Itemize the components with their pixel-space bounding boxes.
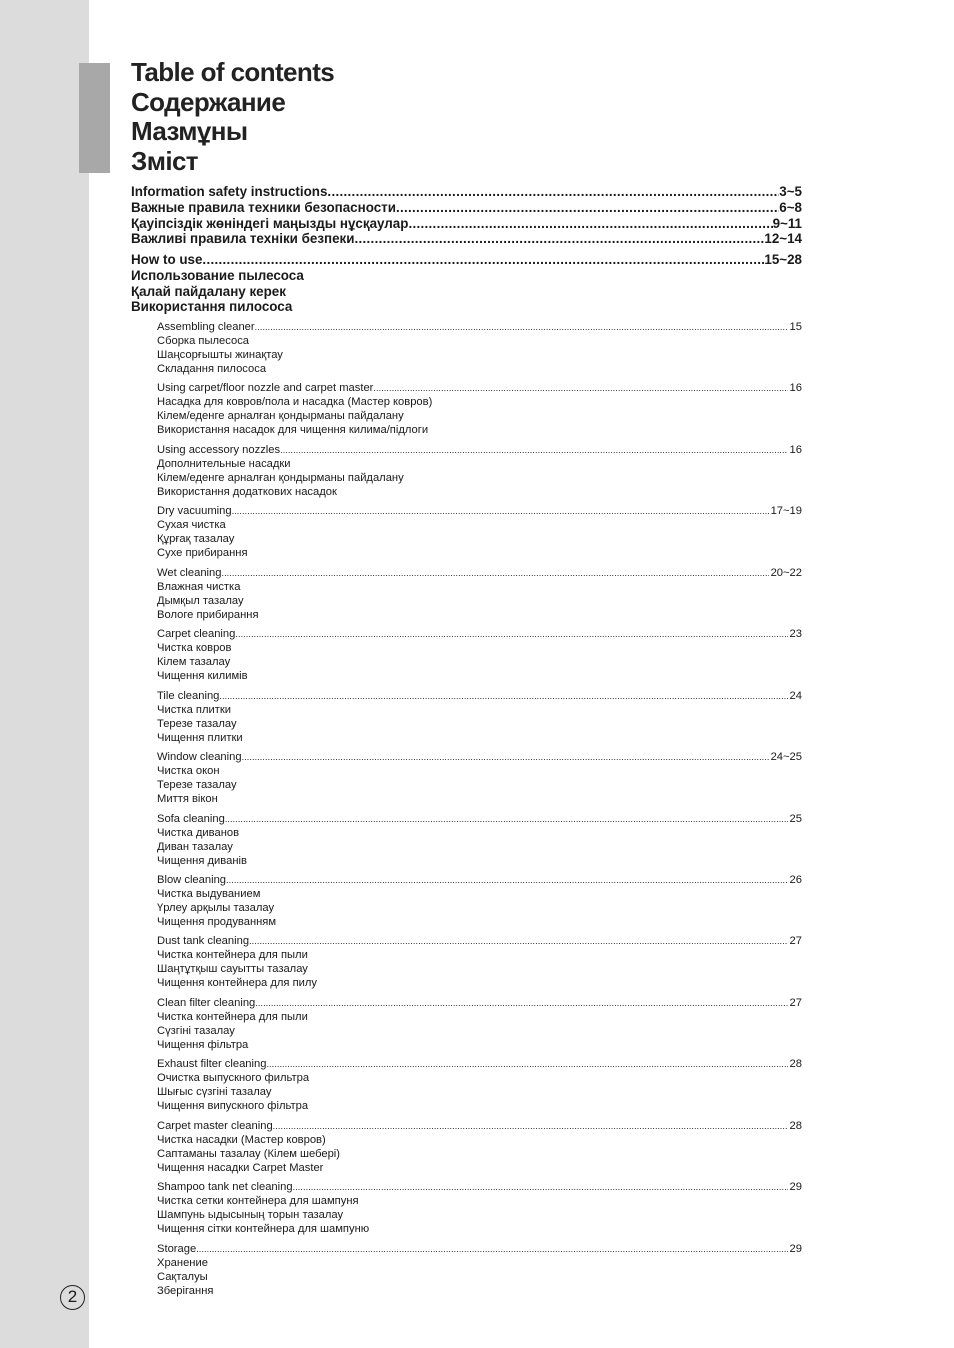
translation-ru: Хранение	[157, 1257, 208, 1269]
toc-page-number: 17~19	[770, 505, 802, 517]
translation-ru: Чистка окон	[157, 765, 220, 777]
translation-ua: Чищення сітки контейнера для шампуню	[157, 1223, 370, 1235]
translation-kz: Шаңтұтқыш сауытты тазалау	[157, 963, 308, 975]
toc-entry-safety-kz[interactable]	[131, 216, 802, 232]
translation-kz: Үрлеу арқылы тазалау	[157, 902, 275, 914]
translation-kz: Кілем тазалау	[157, 656, 231, 668]
toc-section	[157, 443, 802, 499]
toc-entry-wet-cleaning[interactable]	[157, 566, 802, 580]
dot-leader	[226, 873, 788, 887]
translation-ru: Сухая чистка	[157, 519, 226, 531]
toc-page-number: 16	[789, 382, 802, 394]
toc-section	[157, 504, 802, 560]
toc-page-number: 28	[789, 1058, 802, 1070]
side-margin-band	[0, 0, 89, 1348]
toc-entry-clean-filter-cleaning[interactable]	[157, 996, 802, 1010]
translation-ua: Чищення насадки Carpet Master	[157, 1162, 324, 1174]
toc-entry-label: Важные правила техники безопасности	[131, 200, 396, 215]
toc-entry-label: Using carpet/floor nozzle and carpet master	[157, 382, 374, 394]
toc-page-number: 12~14	[764, 231, 802, 246]
translation-kz: Шаңсорғышты жинақтау	[157, 349, 283, 361]
toc-section	[157, 873, 802, 929]
how-to-use-translations	[131, 268, 304, 315]
dot-leader	[235, 627, 787, 641]
translation-kz: Сүзгіні тазалау	[157, 1025, 235, 1037]
toc-page-number: 25	[789, 813, 802, 825]
toc-entry-label: Carpet cleaning	[157, 628, 236, 640]
dot-leader	[249, 934, 788, 948]
dot-leader	[202, 252, 764, 268]
toc-page-number: 3~5	[779, 184, 802, 199]
toc-entry-dust-tank-cleaning[interactable]	[157, 934, 802, 948]
translation-ua: Чищення контейнера для пилу	[157, 977, 318, 989]
toc-page-number: 27	[789, 935, 802, 947]
translation-ru: Чистка ковров	[157, 642, 232, 654]
toc-entry-exhaust-filter-cleaning[interactable]	[157, 1057, 802, 1071]
dot-leader	[280, 443, 787, 457]
translation-ua: Чищення плитки	[157, 732, 243, 744]
translation-ua: Використання насадок для чищення килима/підлоги	[157, 424, 429, 436]
toc-entry-label: Shampoo tank net cleaning	[157, 1181, 293, 1193]
toc-entry-carpet-master-cleaning[interactable]	[157, 1119, 802, 1133]
translation-ru: Очистка выпускного фильтра	[157, 1072, 310, 1084]
toc-page-number: 29	[789, 1243, 802, 1255]
title-kazakh: Мазмұны	[131, 116, 248, 146]
translation-ru: Чистка выдуванием	[157, 888, 261, 900]
translation-ua: Складання пилососа	[157, 363, 267, 375]
translation-kz: Құрғақ тазалау	[157, 533, 235, 545]
translation-kz: Диван тазалау	[157, 841, 233, 853]
toc-page-number: 24~25	[770, 751, 802, 763]
toc-section	[157, 1242, 802, 1298]
toc-entry-label: Window cleaning	[157, 751, 242, 763]
translation-kz: Саптаманы тазалау (Кілем шебері)	[157, 1148, 341, 1160]
toc-entry-label: Dry vacuuming	[157, 505, 232, 517]
toc-entry-label: Clean filter cleaning	[157, 997, 256, 1009]
toc-entry-dry-vacuuming[interactable]	[157, 504, 802, 518]
toc-entry-label: Важливі правила техніки безпеки	[131, 231, 355, 246]
dot-leader	[408, 216, 772, 232]
dot-leader	[221, 566, 768, 580]
toc-entry-storage[interactable]	[157, 1242, 802, 1256]
toc-page-number: 16	[789, 444, 802, 456]
translation-ua: Вологе прибирання	[157, 609, 259, 621]
toc-entry-label: How to use	[131, 252, 203, 267]
toc-entry-safety-ru[interactable]	[131, 200, 802, 216]
toc-page-number: 27	[789, 997, 802, 1009]
toc-section	[157, 1180, 802, 1236]
title-russian: Содержание	[131, 86, 286, 117]
translation-ua: Чищення продуванням	[157, 916, 277, 928]
toc-page-number: 15~28	[764, 252, 802, 267]
translation-ua: Чищення фільтра	[157, 1039, 249, 1051]
title-english: Table of contents	[131, 57, 335, 87]
translation-kz: Кілем/еденге арналған қондырманы пайдалану	[157, 472, 404, 484]
toc-entry-sofa-cleaning[interactable]	[157, 812, 802, 826]
dot-leader	[327, 184, 779, 200]
translation-ua: Сухе прибирання	[157, 547, 248, 559]
translation-ua: Використання пилососа	[131, 299, 293, 315]
toc-page-number: 15	[789, 321, 802, 333]
toc-entry-label: Carpet master cleaning	[157, 1120, 273, 1132]
toc-page-number: 9~11	[772, 216, 802, 231]
translation-ua: Чищення випускного фільтра	[157, 1100, 309, 1112]
translation-kz: Шампунь ыдысының торын тазалау	[157, 1209, 344, 1221]
toc-entry-window-cleaning[interactable]	[157, 750, 802, 764]
translation-ru: Влажная чистка	[157, 581, 241, 593]
translation-ru: Чистка насадки (Мастер ковров)	[157, 1134, 326, 1146]
toc-entry-safety-en[interactable]	[131, 184, 802, 200]
translation-ua: Миття вікон	[157, 793, 218, 805]
section-tab-marker	[79, 63, 110, 173]
translation-ua: Використання додаткових насадок	[157, 486, 337, 498]
dot-leader	[266, 1057, 787, 1071]
dot-leader	[354, 231, 764, 247]
toc-section	[157, 381, 802, 437]
translation-ru: Использование пылесоса	[131, 268, 304, 283]
toc-page-number: 29	[789, 1181, 802, 1193]
toc-entry-label: Қауіпсіздік жөніндегі маңызды нұсқаулар	[131, 216, 409, 231]
toc-entry-label: Information safety instructions	[131, 184, 328, 199]
translation-kz: Кілем/еденге арналған қондырманы пайдалану	[157, 410, 404, 422]
translation-ru: Чистка диванов	[157, 827, 240, 839]
toc-entry-label: Sofa cleaning	[157, 813, 225, 825]
dot-leader	[225, 812, 788, 826]
toc-entry-tile-cleaning[interactable]	[157, 689, 802, 703]
dot-leader	[255, 320, 788, 334]
dot-leader	[232, 504, 769, 518]
translation-ua: Чищення диванів	[157, 855, 247, 867]
toc-entry-assembling-cleaner[interactable]	[157, 320, 802, 334]
toc-page-number: 26	[789, 874, 802, 886]
dot-leader	[242, 750, 769, 764]
translation-ru: Чистка контейнера для пыли	[157, 949, 308, 961]
translation-kz: Қалай пайдалану керек	[131, 283, 286, 299]
toc-section	[157, 812, 802, 868]
translation-ru: Сборка пылесоса	[157, 335, 250, 347]
translation-ru: Насадка для ковров/пола и насадка (Мастер ковров)	[157, 396, 433, 408]
toc-page-number: 23	[789, 628, 802, 640]
translation-kz: Терезе тазалау	[157, 779, 237, 791]
page-title	[131, 58, 334, 176]
title-ukrainian: Зміст	[131, 145, 198, 176]
toc-page-number: 28	[789, 1120, 802, 1132]
dot-leader	[273, 1119, 788, 1133]
translation-kz: Сақталуы	[157, 1271, 208, 1283]
toc-page-number: 24	[789, 690, 802, 702]
dot-leader	[196, 1242, 787, 1256]
dot-leader	[396, 200, 779, 216]
toc-section	[157, 1119, 802, 1175]
toc-entry-label: Exhaust filter cleaning	[157, 1058, 267, 1070]
dot-leader	[255, 996, 787, 1010]
translation-ua: Зберігання	[157, 1285, 214, 1297]
toc-entry-shampoo-tank-net-cleaning[interactable]	[157, 1180, 802, 1194]
toc-entry-label: Tile cleaning	[157, 690, 220, 702]
toc-entry-label: Using accessory nozzles	[157, 444, 281, 456]
toc-page-number: 6~8	[779, 200, 802, 215]
translation-ua: Чищення килимів	[157, 670, 248, 682]
toc-entry-label: Dust tank cleaning	[157, 935, 250, 947]
toc-entry-carpet-floor-nozzle[interactable]	[157, 381, 802, 395]
dot-leader	[373, 381, 787, 395]
toc-section	[157, 566, 802, 622]
toc-section	[157, 750, 802, 806]
translation-ru: Чистка контейнера для пыли	[157, 1011, 308, 1023]
toc-entry-blow-cleaning[interactable]	[157, 873, 802, 887]
toc-entry-label: Blow cleaning	[157, 874, 227, 886]
translation-ru: Дополнительные насадки	[157, 458, 291, 470]
toc-section	[157, 1057, 802, 1113]
translation-kz: Дымқыл тазалау	[157, 595, 244, 607]
translation-ru: Чистка плитки	[157, 704, 231, 716]
toc-section	[157, 689, 802, 745]
toc-entry-label: Wet cleaning	[157, 567, 222, 579]
translation-kz: Шығыс сүзгіні тазалау	[157, 1086, 272, 1098]
toc-entry-carpet-cleaning[interactable]	[157, 627, 802, 641]
toc-entry-safety-ua[interactable]	[131, 231, 802, 247]
toc-page-number: 20~22	[770, 567, 802, 579]
toc-entry-accessory-nozzles[interactable]	[157, 443, 802, 457]
toc-section	[157, 320, 802, 376]
translation-kz: Терезе тазалау	[157, 718, 237, 730]
toc-section	[157, 627, 802, 683]
dot-leader	[293, 1180, 788, 1194]
toc-section	[157, 934, 802, 990]
toc-entry-how-to-use[interactable]	[131, 252, 802, 268]
page-number-badge: 2	[60, 1285, 85, 1310]
translation-ru: Чистка сетки контейнера для шампуня	[157, 1195, 359, 1207]
dot-leader	[219, 689, 787, 703]
toc-entry-label: Assembling cleaner	[157, 321, 255, 333]
toc-entry-label: Storage	[157, 1243, 197, 1255]
toc-section	[157, 996, 802, 1052]
